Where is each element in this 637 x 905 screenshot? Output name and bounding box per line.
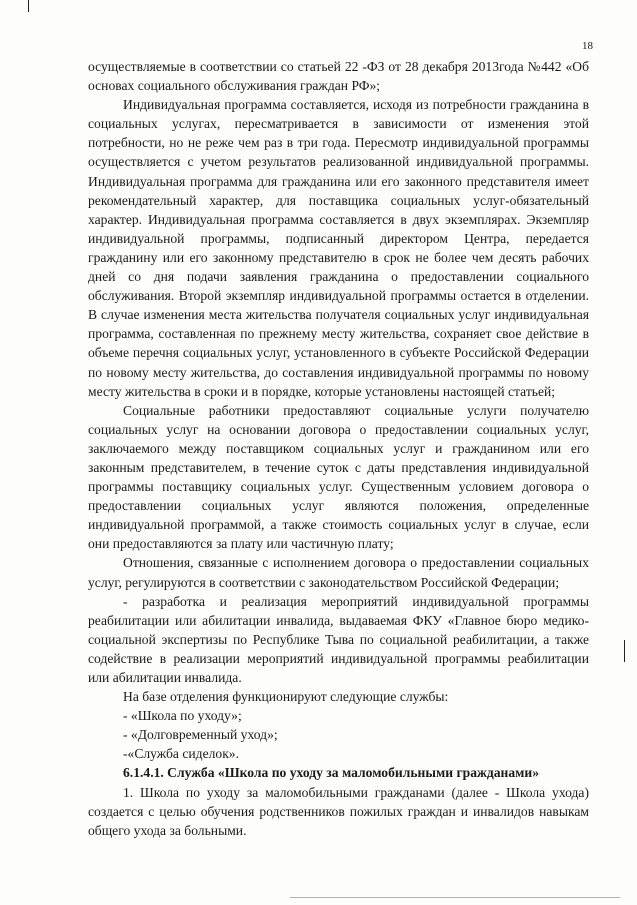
section-heading: 6.1.4.1. Служба «Школа по уходу за маломобильными гражданами» (123, 765, 540, 781)
list-item: - «Долговременный уход»; (123, 727, 278, 743)
paragraph: Отношения, связанные с исполнением договора о предоставлении социальных услуг, регулируются в соответствии с законодательством Российской Федерации; (88, 555, 589, 590)
list-item: - «Школа по уходу»; (123, 708, 242, 724)
paragraph: - разработка и реализация мероприятий индивидуальной программы реабилитации или абилитации инвалида, выдаваемая ФКУ «Главное бюро медико-социальной экспертизы по Республике Тыва по социальной реабилитации, а также содействие в реализации мероприятий индивидуальной программы реабилитации или абилитации инвалида. (88, 593, 589, 685)
paragraph: Социальные работники предоставляют социальные услуги получателю социальных услуг на основании договора о предоставлении социальных услуг, заключаемого между поставщиком социальных услуг и гражданином или его законным представителем, в течение суток с даты представления индивидуальной программы поставщику социальных услуг. Существенным условием договора о предоставлении социальных услуг являются положения, определенные индивидуальной программой, а также стоимость социальных услуг в случае, если они предоставляются за плату или частичную плату; (88, 402, 589, 552)
paragraph: Индивидуальная программа составляется, исходя из потребности гражданина в социальных услугах, пересматривается в зависимости от изменения этой потребности, но не реже чем раз в три года. Пересмотр индивидуальной программы осуществляется с учетом результатов реализованной индивидуальной программы. Индивидуальная программа для гражданина или его законного представителя имеет рекомендательный характер, для поставщика социальных услуг-обязательный характер. Индивидуальная программа составляется в двух экземплярах. Экземпляр индивидуальной программы, подписанный директором Центра, передается гражданину или его законному представителю в срок не более чем десять рабочих дней со дня подачи заявления гражданина о предоставлении социального обслуживания. Второй экземпляр индивидуальной программы остается в отделении. В случае изменения места жительства получателя социальных услуг индивидуальная программа, составленная по прежнему месту жительства, сохраняет свое действие в объеме перечня социальных услуг, установленного в субъекте Российской Федерации по новому месту жительства, до составления индивидуальной программы по новому месту жительства в сроки и в порядке, которые установлены настоящей статьей; (88, 97, 589, 399)
paragraph: 1. Школа по уходу за маломобильными гражданами (далее - Школа ухода) создается с целью обучения родственников пожилых граждан и инвалидов навыкам общего ухода за больными. (88, 784, 589, 838)
list-item: -«Служба сиделок». (123, 746, 239, 762)
paragraph: осуществляемые в соответствии со статьей 22 -ФЗ от 28 декабря 2013года №442 «Об основах социального обслуживания граждан РФ»; (88, 59, 589, 94)
page-number: 18 (582, 40, 593, 52)
document-body (88, 57, 589, 840)
scan-edge-mark (28, 0, 29, 12)
scan-edge-mark (624, 640, 625, 662)
paragraph: На базе отделения функционируют следующие службы: (123, 689, 449, 705)
scan-edge-line (290, 897, 620, 898)
